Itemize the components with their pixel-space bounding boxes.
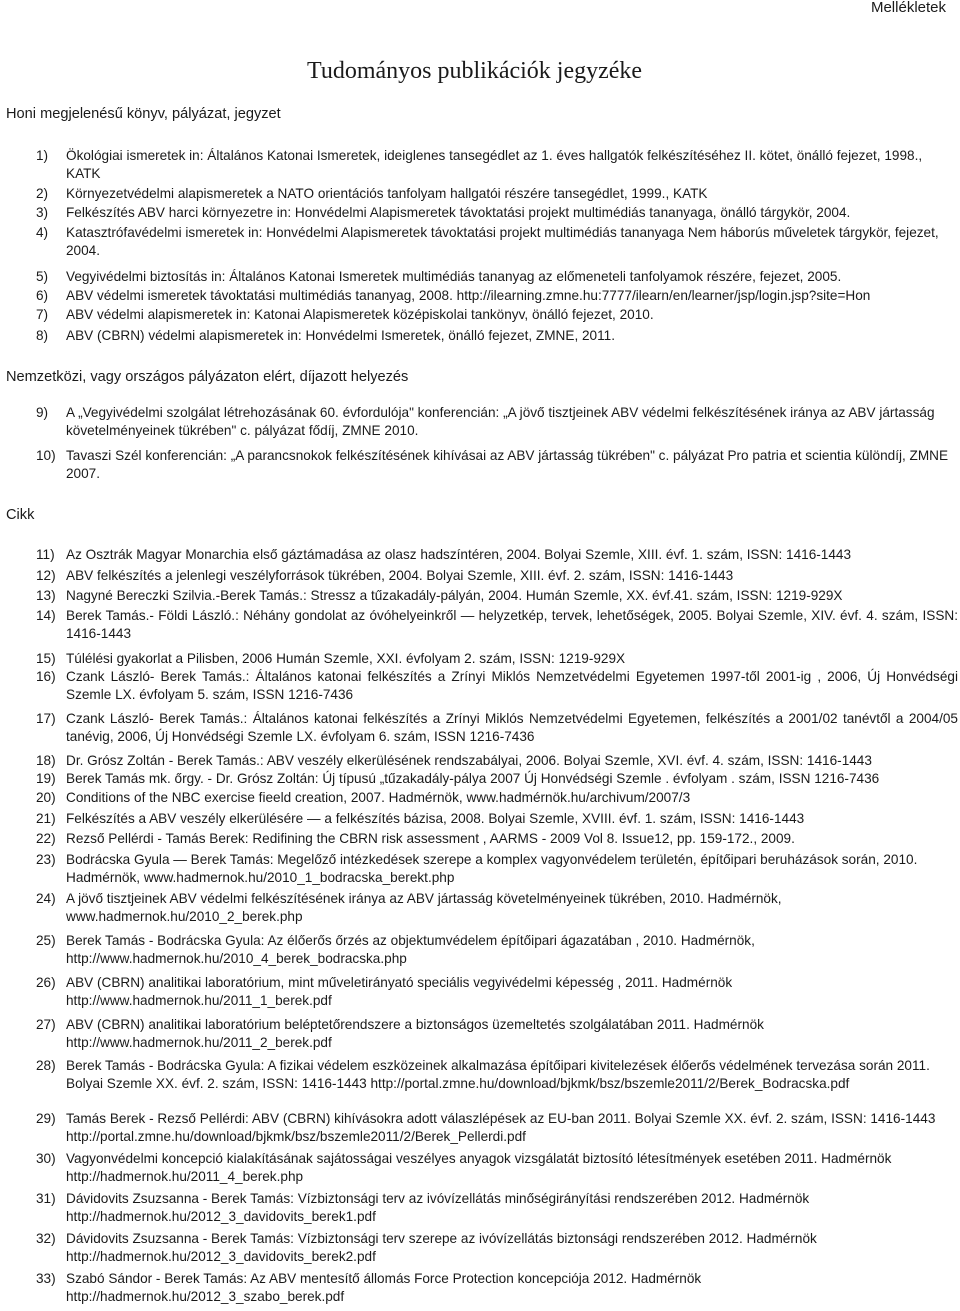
list-item-text: Berek Tamás - Bodrácska Gyula: Az élőerős őrzés az objektumvédelem építőipari ágazatában , 2010. Hadmérnök, http://www.hadmernok.hu/2010_4_berek_bodracska.php bbox=[66, 933, 755, 967]
list-item-number: 4) bbox=[36, 225, 49, 240]
list-item-number: 29) bbox=[36, 1111, 56, 1126]
list-item-text: Dr. Grósz Zoltán - Berek Tamás.: ABV veszély elkerülésének rendszabályai, 2006. Bolyai Szemle, XVI. évf. 4. szám, ISSN: 1416-1443 bbox=[66, 753, 872, 768]
list-item-number: 28) bbox=[36, 1058, 56, 1073]
list-item-text: Szabó Sándor - Berek Tamás: Az ABV mentesítő állomás Force Protection koncepciója 2012. Hadmérnök http://hadmernok.hu/2012_3_szabo_berek.pdf bbox=[66, 1271, 702, 1305]
list-item-number: 12) bbox=[36, 568, 56, 583]
list-item-number: 2) bbox=[36, 186, 49, 201]
list-item-text: Czank László- Berek Tamás.: Általános katonai felkészítés a Zrínyi Miklós Nemzetvédelmi Egyetemen, felkészítés a 2001/02 tanévtől a 2004/05 tanévig, 2006, Új Honvédségi Szemle LX. évfolyam 6. szám, ISSN 1216-7436 bbox=[66, 711, 958, 745]
list-item-text: A „Vegyivédelmi szolgálat létrehozásának 60. évfordulója" konferencián: „A jövő tisztjeinek ABV védelmi felkészítésének iránya az ABV jártasság követelményeinek tükrében" c. pályázat fődíj, ZMNE 2010. bbox=[66, 405, 935, 439]
list-item-number: 24) bbox=[36, 891, 56, 906]
list-item-text: Rezső Pellérdi - Tamás Berek: Redifining the CBRN risk assessment , AARMS - 2009 Vol 8. Issue12, pp. 159-172., 2009. bbox=[66, 831, 795, 846]
list-item-number: 3) bbox=[36, 205, 49, 220]
list-item-text: Az Osztrák Magyar Monarchia első gáztámadása az olasz hadszíntéren, 2004. Bolyai Szemle, XIII. évf. 1. szám, ISSN: 1416-1443 bbox=[66, 547, 852, 562]
list-item-text: ABV (CBRN) analitikai laboratórium, mint műveletirányató speciális vegyivédelmi képesség , 2011. Hadmérnök http://www.hadmernok.hu/2011_1_berek.pdf bbox=[66, 975, 733, 1009]
list-item-text: Dávidovits Zsuzsanna - Berek Tamás: Vízbiztonsági terv szerepe az ivóvízellátás biztonsági rendszerében 2012. Hadmérnök http://hadmernok.hu/2012_3_davidovits_berek2.pdf bbox=[66, 1231, 817, 1265]
list-item-text: Túlélési gyakorlat a Pilisben, 2006 Humán Szemle, XXI. évfolyam 2. szám, ISSN: 1219-929X bbox=[66, 651, 626, 666]
list-item-number: 7) bbox=[36, 307, 49, 322]
page-header-label: Mellékletek bbox=[870, 0, 946, 16]
list-item-text: Bodrácska Gyula — Berek Tamás: Megelőző intézkedések szerepe a komplex vagyonvédelem területén, építőipari beruházások során, 2010. Hadmérnök, www.hadmernok.hu/2010_1_bodracska_berekt.php bbox=[66, 852, 918, 886]
list-item-text: Felkészítés ABV harci környezetre in: Honvédelmi Alapismeretek távoktatási projekt multimédiás tananyaga, önálló tárgykör, 2004. bbox=[66, 205, 851, 220]
list-item-number: 30) bbox=[36, 1151, 56, 1166]
section-heading-articles: Cikk bbox=[6, 507, 35, 523]
list-item-text: A jövő tisztjeinek ABV védelmi felkészítésének iránya az ABV jártasság követelményeinek tükrében, 2010. Hadmérnök, www.hadmernok.hu/2010_2_berek.php bbox=[66, 891, 782, 925]
list-item-number: 31) bbox=[36, 1191, 56, 1206]
list-item-number: 6) bbox=[36, 288, 49, 303]
list-item-number: 19) bbox=[36, 771, 56, 786]
section-heading-awards: Nemzetközi, vagy országos pályázaton elért, díjazott helyezés bbox=[6, 369, 409, 385]
list-item-text: Katasztrófavédelmi ismeretek in: Honvédelmi Alapismeretek távoktatási projekt multimédiás tananyaga Nem háborús műveletek tárgykör, fejezet, 2004. bbox=[66, 225, 939, 259]
section-heading-books: Honi megjelenésű könyv, pályázat, jegyzet bbox=[6, 106, 281, 122]
list-item-text: Tamás Berek - Rezső Pellérdi: ABV (CBRN) kihívásokra adott válaszlépések az EU-ban 2011. Bolyai Szemle XX. évf. 2. szám, ISSN: 1416-1443 http://portal.zmne.hu/download/bjkmk/bsz/bszemle2011/2/Berek_Pellerdi.pdf bbox=[66, 1111, 936, 1145]
list-item-text: Berek Tamás mk. őrgy. - Dr. Grósz Zoltán: Új típusú „tűzakadály-pálya 2007 Új Honvédségi Szemle . évfolyam . szám, ISSN 1216-7436 bbox=[66, 771, 880, 786]
list-item-number: 25) bbox=[36, 933, 56, 948]
page-title: Tudományos publikációk jegyzéke bbox=[307, 58, 643, 84]
list-item-number: 33) bbox=[36, 1271, 56, 1286]
list-item-number: 23) bbox=[36, 852, 56, 867]
list-item-number: 27) bbox=[36, 1017, 56, 1032]
list-item-number: 32) bbox=[36, 1231, 56, 1246]
list-item-number: 22) bbox=[36, 831, 56, 846]
list-item-text: Ökológiai ismeretek in: Általános Katonai Ismeretek, ideiglenes tansegédlet az 1. éves hallgatók felkészítéséhez II. kötet, önálló fejezet, 1998., KATK bbox=[66, 148, 923, 182]
list-item-number: 8) bbox=[36, 328, 49, 343]
list-item-text: Felkészítés a ABV veszély elkerülésére — a felkészítés bázisa, 2008. Bolyai Szemle, XVIII. évf. 1. szám, ISSN: 1416-1443 bbox=[66, 811, 805, 826]
list-item-number: 5) bbox=[36, 269, 49, 284]
list-item-text: Dávidovits Zsuzsanna - Berek Tamás: Vízbiztonsági terv az ivóvízellátás minőségirányítási rendszerében 2012. Hadmérnök http://hadmernok.hu/2012_3_davidovits_berek1.pdf bbox=[66, 1191, 810, 1225]
list-item-number: 17) bbox=[36, 711, 56, 726]
list-item-number: 9) bbox=[36, 405, 49, 420]
list-item-text: ABV védelmi ismeretek távoktatási multimédiás tananyag, 2008. http://ilearning.zmne.hu:7777/ilearn/en/learner/jsp/login.jsp?site=Hon bbox=[66, 288, 871, 303]
list-item-text: Vagyonvédelmi koncepció kialakításának sajátosságai veszélyes anyagok vizsgálatát biztosító létesítmények esetében 2011. Hadmérnök http://hadmernok.hu/2011_4_berek.php bbox=[66, 1151, 892, 1185]
list-item-text: ABV (CBRN) analitikai laboratórium beléptetőrendszere a biztonságos üzemeltetés szolgálatában 2011. Hadmérnök http://www.hadmernok.hu/2011_2_berek.pdf bbox=[66, 1017, 764, 1051]
list-item-number: 1) bbox=[36, 148, 49, 163]
list-item-text: Conditions of the NBC exercise fieeld creation, 2007. Hadmérnök, www.hadmérnök.hu/archivum/2007/3 bbox=[66, 790, 691, 805]
list-item-text: Berek Tamás - Bodrácska Gyula: A fizikai védelem eszközeinek alkalmazása építőipari kivitelezések élőerős védelmének tervezása során 2011. Bolyai Szemle XX. évf. 2. szám, ISSN: 1416-1443 http://portal.zmne.hu/download/bjkmk/bsz/bszemle2011/2/Berek_Bodracska.pdf bbox=[66, 1058, 930, 1092]
list-item-number: 26) bbox=[36, 975, 56, 990]
list-item-text: Vegyivédelmi biztosítás in: Általános Katonai Ismeretek multimédiás tananyag az előmeneteli tanfolyamok részére, fejezet, 2005. bbox=[66, 269, 842, 284]
list-item-number: 16) bbox=[36, 669, 56, 684]
list-item-number: 14) bbox=[36, 608, 56, 623]
list-item-text: Czank László- Berek Tamás.: Általános katonai felkészítés a Zrínyi Miklós Nemzetvédelmi Egyetemen 1997-től 2001-ig , 2006, Új Honvédségi Szemle LX. évfolyam 5. szám, ISSN 1216-7436 bbox=[66, 669, 958, 703]
list-item-text: Berek Tamás.- Földi László.: Néhány gondolat az óvóhelyeinkről — helyzetkép, tervek, lehetőségek, 2005. Bolyai Szemle, XIV. évf. 4. szám, ISSN: 1416-1443 bbox=[66, 608, 958, 642]
list-item-text: Környezetvédelmi alapismeretek a NATO orientációs tanfolyam hallgatói részére tansegédlet, 1999., KATK bbox=[66, 186, 708, 201]
list-item-text: Nagyné Bereczki Szilvia.-Berek Tamás.: Stressz a tűzakadály-pályán, 2004. Humán Szemle, XX. évf.41. szám, ISSN: 1219-929X bbox=[66, 588, 843, 603]
list-item-number: 11) bbox=[36, 547, 55, 562]
list-item-number: 15) bbox=[36, 651, 56, 666]
list-item-number: 10) bbox=[36, 448, 56, 463]
list-item-number: 18) bbox=[36, 753, 56, 768]
list-item-text: Tavaszi Szél konferencián: „A parancsnokok felkészítésének kihívásai az ABV jártasság tükrében" c. pályázat Pro patria et scientia különdíj, ZMNE 2007. bbox=[66, 448, 949, 482]
list-item-text: ABV (CBRN) védelmi alapismeretek in: Honvédelmi Ismeretek, önálló fejezet, ZMNE, 2011. bbox=[66, 328, 615, 343]
list-item-text: ABV védelmi alapismeretek in: Katonai Alapismeretek középiskolai tankönyv, önálló fejezet, 2010. bbox=[66, 307, 654, 322]
list-item-number: 21) bbox=[36, 811, 56, 826]
list-item-number: 20) bbox=[36, 790, 56, 805]
list-item-number: 13) bbox=[36, 588, 56, 603]
list-item-text: ABV felkészítés a jelenlegi veszélyforrások tükrében, 2004. Bolyai Szemle, XIII. évf. 2. szám, ISSN: 1416-1443 bbox=[66, 568, 734, 583]
